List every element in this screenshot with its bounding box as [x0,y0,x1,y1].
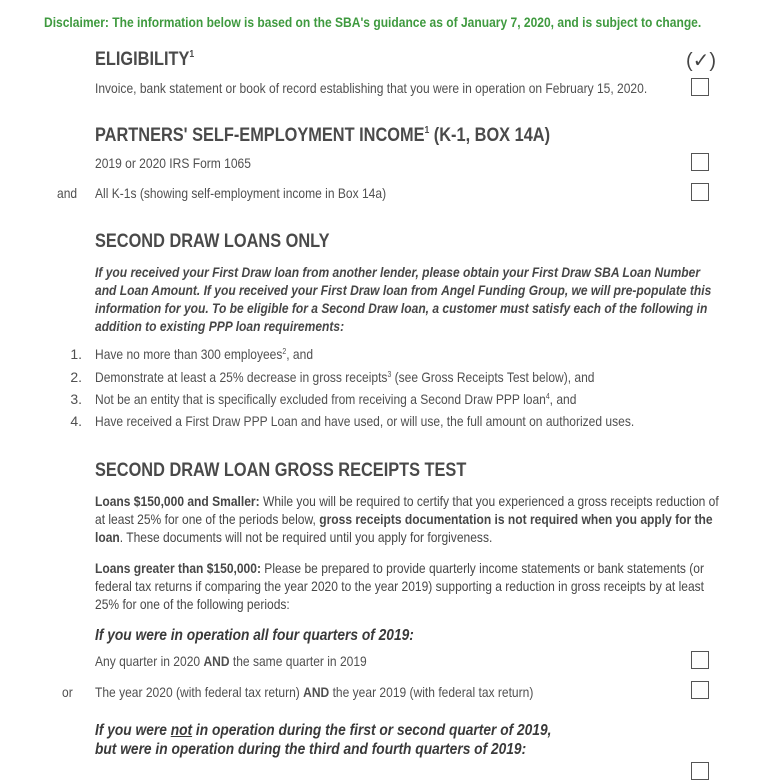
disclaimer-text: Disclaimer: The information below is based on the SBA's guidance as of January 7, 2020, and is subject to change. [44,14,702,30]
second-draw-heading: SECOND DRAW LOANS ONLY [95,231,330,252]
form-1065-checkbox[interactable] [691,153,709,171]
not-in-operation-heading: If you were not in operation during the first or second quarter of 2019, but were in operation during the third and fourth quarters of 2019: [95,722,552,758]
requirement-item: Demonstrate at least a 25% decrease in gross receipts$^3$ (see Gross Receipts Test below), and [95,369,595,385]
requirement-number: 1. [70,346,82,362]
small-loans-paragraph: Loans $150,000 and Smaller: While you will be required to certify that you experienced a gross receipts reduction of at least 25% for one of the periods below, gross receipts documentation is not required when you apply for the loan. These documents will not be required until you apply for forgiveness. [95,493,719,545]
second-draw-intro: If you received your First Draw loan from another lender, please obtain your First Draw SBA Loan Number and Loan Amount. If you received your First Draw loan from Angel Funding Group, we will pre-populate this information for you. To be eligible for a Second Draw loan, a customer must satisfy each of the following in addition to existing PPP loan requirements: [95,264,712,334]
year-comparison-checkbox[interactable] [691,681,709,699]
partners-heading: PARTNERS' SELF-EMPLOYMENT INCOME$^1$ (K-1, BOX 14A) [95,125,551,146]
requirement-item: Have received a First Draw PPP Loan and have used, or will use, the full amount on authorized uses. [95,413,635,429]
partial-year-checkbox[interactable] [691,762,709,780]
options-connector-or: or [62,684,73,700]
requirement-item: Have no more than 300 employees$^2$, and [95,346,314,362]
eligibility-checkbox[interactable] [691,78,709,96]
requirement-item: Not be an entity that is specifically excluded from receiving a Second Draw PPP loan$^4$, and [95,391,577,407]
requirement-number: 4. [70,413,82,429]
partners-connector-and: and [57,185,78,201]
k1s-checkbox[interactable] [691,183,709,201]
partners-item-form-1065: 2019 or 2020 IRS Form 1065 [95,155,251,171]
eligibility-heading: ELIGIBILITY$^1$ [95,49,195,70]
all-quarters-heading: If you were in operation all four quarters of 2019: [95,627,414,644]
check-mark-icon: (✓) [686,50,717,72]
eligibility-item: Invoice, bank statement or book of record establishing that you were in operation on February 15, 2020. [95,80,648,96]
gross-receipts-heading: SECOND DRAW LOAN GROSS RECEIPTS TEST [95,460,467,481]
partners-item-k1s: All K-1s (showing self-employment income in Box 14a) [95,185,387,201]
year-comparison-option: The year 2020 (with federal tax return) AND the year 2019 (with federal tax return) [95,684,534,700]
quarter-comparison-checkbox[interactable] [691,651,709,669]
requirement-number: 2. [70,369,82,385]
large-loans-paragraph: Loans greater than $150,000: Please be prepared to provide quarterly income statements or bank statements (or federal tax returns if comparing the year 2020 to the year 2019) supporting a reduction in gross receipts by at least 25% for one of the following periods: [95,560,705,612]
requirement-number: 3. [70,391,82,407]
quarter-comparison-option: Any quarter in 2020 AND the same quarter in 2019 [95,653,367,669]
